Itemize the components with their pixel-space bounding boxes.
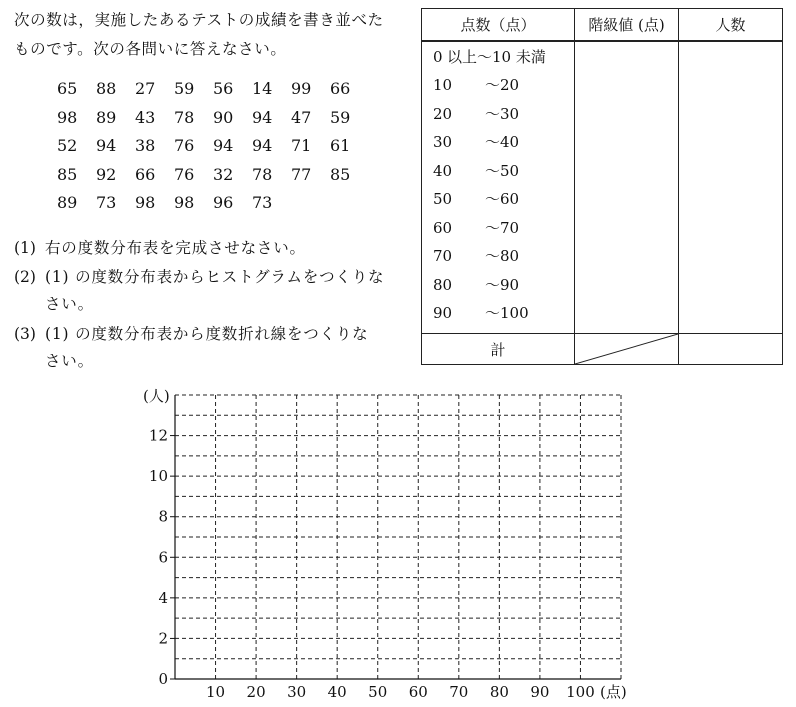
score-value: 71 [291, 136, 312, 155]
score-value: 94 [252, 107, 273, 127]
x-tick-labels [206, 683, 595, 701]
question-number: (1) [14, 239, 36, 257]
y-tick-labels [149, 427, 168, 688]
score-value: 94 [96, 136, 117, 155]
score-value: 56 [213, 79, 234, 98]
class-range: 50 ～60 [422, 185, 575, 214]
score-value: 65 [57, 79, 78, 98]
score-value: 61 [330, 136, 351, 155]
score-value: 94 [213, 136, 234, 155]
score-value: 99 [291, 79, 312, 98]
y-tick-label: 12 [148, 426, 168, 445]
grid-lines [175, 395, 621, 679]
score-value: 52 [57, 136, 78, 155]
score-value: 73 [96, 193, 117, 212]
y-tick-label: 4 [158, 588, 168, 607]
x-tick-label: 90 [530, 683, 550, 701]
class-range: 80 ～90 [422, 270, 575, 299]
x-tick-label: 20 [246, 683, 266, 701]
score-value: 78 [174, 107, 195, 127]
x-tick-label: 10 [205, 683, 226, 701]
class-range: 20 ～30 [422, 99, 575, 128]
score-value: 98 [174, 193, 195, 212]
score-value: 66 [330, 79, 351, 98]
score-value: 89 [57, 193, 78, 212]
total-label: 計 [422, 334, 575, 365]
score-value: 59 [330, 107, 351, 127]
score-value: 59 [174, 79, 195, 98]
x-tick-label: 70 [449, 683, 469, 701]
score-value: 47 [291, 107, 312, 127]
y-tick-label: 0 [158, 670, 168, 688]
question-number: (2) [14, 268, 36, 286]
class-range: 70 ～80 [422, 242, 575, 271]
class-range: 0 以上～10 未満 [422, 41, 575, 71]
class-range: 60 ～70 [422, 213, 575, 242]
score-value: 38 [135, 136, 156, 155]
score-value: 94 [252, 136, 273, 155]
y-tick-label: 2 [158, 629, 168, 648]
intro-text: 次の数は，実施したあるテストの成績を書き並べたものです。次の各問いに答えなさい。 [14, 11, 384, 58]
y-axis-label: (人) [143, 387, 170, 405]
score-value: 90 [213, 107, 234, 127]
score-value: 85 [330, 164, 351, 184]
score-value: 98 [135, 193, 156, 212]
x-tick-label: 30 [287, 683, 307, 701]
x-tick-label: 50 [368, 683, 388, 701]
score-value: 88 [96, 79, 117, 98]
y-tick-label: 10 [148, 467, 168, 486]
question-text: (1) の度数分布表からヒストグラムをつくりな [45, 268, 385, 286]
score-value: 66 [135, 164, 156, 184]
x-tick-label: 80 [489, 683, 509, 701]
class-range: 90 ～100 [422, 299, 575, 334]
score-value: 76 [174, 136, 195, 155]
class-range: 40 ～50 [422, 156, 575, 185]
y-tick-label: 8 [158, 507, 168, 526]
score-value: 73 [252, 193, 273, 212]
x-tick-label: 40 [327, 683, 347, 701]
score-value: 98 [57, 107, 78, 127]
y-tick-label: 6 [158, 548, 168, 567]
question-text-continued: さい。 [45, 352, 94, 370]
header-class-value: 階級値 (点) [575, 9, 679, 42]
score-value: 85 [57, 164, 78, 184]
question-text-continued: さい。 [45, 295, 94, 313]
score-value: 32 [213, 164, 234, 184]
score-value: 76 [174, 164, 195, 184]
header-score: 点数（点） [422, 9, 575, 42]
score-value: 77 [291, 164, 312, 184]
score-value: 43 [135, 107, 156, 127]
question-text: 右の度数分布表を完成させなさい。 [45, 239, 306, 257]
x-tick-label: 60 [408, 683, 428, 701]
score-value: 27 [135, 79, 156, 98]
class-range: 10 ～20 [422, 71, 575, 100]
question-text: (1) の度数分布表から度数折れ線をつくりな [45, 325, 369, 343]
question-number: (3) [14, 325, 36, 343]
score-value: 89 [96, 107, 117, 127]
header-count: 人数 [679, 9, 783, 42]
x-tick-label: 100 [566, 683, 595, 701]
x-axis-label: (点) [600, 683, 627, 701]
score-value: 96 [213, 193, 234, 212]
score-value: 78 [252, 164, 273, 184]
class-range: 30 ～40 [422, 128, 575, 157]
score-value: 14 [252, 79, 273, 98]
score-value: 92 [96, 164, 117, 184]
